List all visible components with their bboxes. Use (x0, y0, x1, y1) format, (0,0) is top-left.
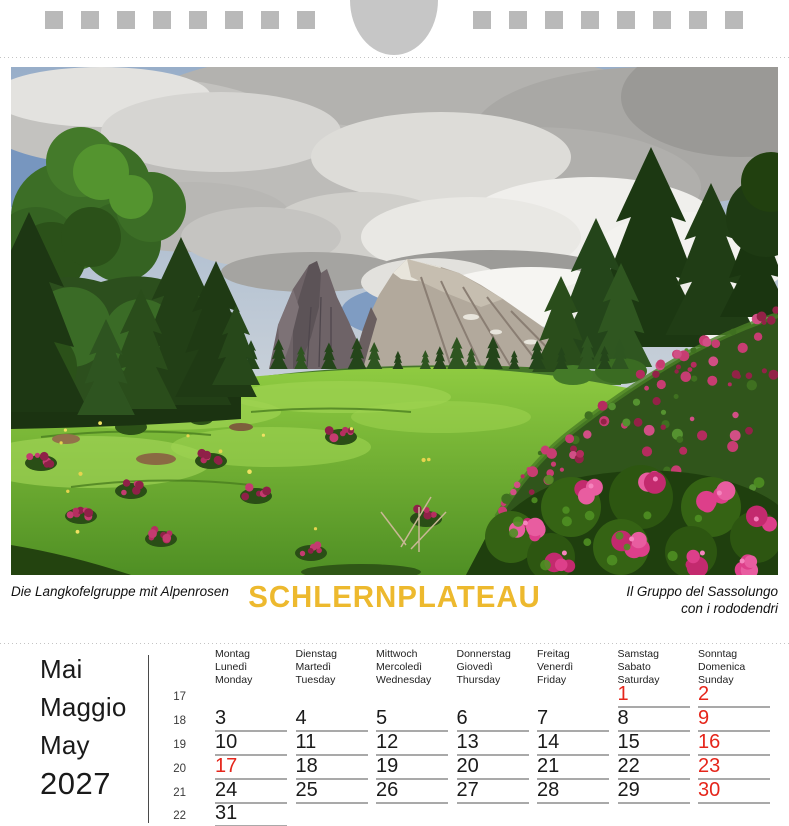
paint-dot (565, 434, 574, 443)
weekday-de: Montag (215, 648, 251, 660)
caption-italian (626, 583, 778, 617)
date-cell: 18 (296, 754, 368, 780)
paint-dot (687, 550, 700, 563)
paint-dot (163, 534, 172, 543)
binding-hole (689, 11, 707, 29)
paint-dot (203, 451, 212, 460)
paint-dot (744, 555, 757, 568)
binding-hole (617, 11, 635, 29)
paint-dot (674, 369, 678, 373)
caption-german: Die Langkofelgruppe mit Alpenrosen (11, 584, 229, 599)
paint-dot (501, 494, 511, 504)
weekday-en: Monday (215, 674, 253, 686)
paint-dot (123, 479, 130, 486)
paint-dot (607, 555, 618, 566)
binding-hole (581, 11, 599, 29)
paint-dot (247, 469, 252, 474)
weekday-it: Giovedì (456, 661, 493, 673)
paint-dot (745, 427, 753, 435)
weekday-en: Sunday (698, 674, 734, 686)
paint-dot (523, 521, 528, 526)
paint-dot (740, 559, 745, 564)
paint-dot (657, 360, 666, 369)
binding-hole (509, 11, 527, 29)
weekday-header (457, 648, 511, 687)
weekday-en: Saturday (617, 674, 660, 686)
date-cell: 9 (698, 706, 770, 732)
paint-dot (688, 367, 693, 372)
date-cell: 23 (698, 754, 770, 780)
weekday-header (537, 648, 573, 687)
paint-dot (551, 462, 556, 467)
date-cell: 20 (457, 754, 529, 780)
paint-dot (219, 449, 223, 453)
paint-dot (717, 491, 722, 496)
week-number: 18 (173, 715, 186, 727)
paint-dot (691, 376, 697, 382)
paint-dot (730, 329, 737, 336)
binding-hole (545, 11, 563, 29)
date-cell: 19 (376, 754, 448, 780)
binding-hole (473, 11, 491, 29)
paint-dot (668, 551, 678, 561)
paint-dot (636, 370, 645, 379)
paint-dot (215, 458, 222, 465)
paint-dot (661, 425, 666, 430)
weekday-it: Sabato (617, 661, 651, 673)
paint-dot (746, 372, 753, 379)
weekday-de: Sonntag (698, 648, 738, 660)
paint-dot (527, 466, 538, 477)
paint-dot (576, 450, 584, 458)
paint-dot (342, 427, 348, 433)
paint-dot (84, 508, 93, 517)
paint-dot (509, 528, 518, 537)
week-number: 19 (173, 739, 186, 751)
binding-hole (189, 11, 207, 29)
paint-dot (66, 490, 69, 493)
paint-dot (634, 418, 643, 427)
date-cell: 27 (457, 778, 529, 804)
weekday-it: Mercoledì (376, 661, 423, 673)
paint-dot (562, 506, 569, 513)
paint-dot (653, 477, 658, 482)
paint-dot (314, 527, 317, 530)
paint-dot (732, 412, 738, 418)
paint-dot (529, 489, 535, 495)
paint-dot (241, 493, 249, 501)
weekday-it: Lunedì (215, 661, 248, 673)
paint-dot (245, 483, 253, 491)
paint-dot (315, 544, 320, 549)
paint-dot (40, 452, 49, 461)
date-cell: 1 (618, 682, 690, 708)
paint-dot (695, 515, 702, 522)
paint-dot (730, 430, 741, 441)
date-cell: 30 (698, 778, 770, 804)
date-cell: 10 (215, 730, 287, 756)
binding-hole (81, 11, 99, 29)
month-name-it: Maggio (40, 692, 127, 722)
date-cell: 21 (537, 754, 609, 780)
paint-dot (762, 368, 767, 373)
paint-dot (262, 487, 271, 496)
weekday-it: Domenica (698, 661, 746, 673)
landscape-photo (11, 67, 778, 575)
paint-dot (531, 497, 537, 503)
paint-dot (560, 468, 564, 472)
paint-dot (642, 446, 652, 456)
paint-dot (676, 365, 681, 370)
week-number: 20 (173, 763, 186, 775)
paint-dot (598, 401, 608, 411)
paint-dot (712, 339, 721, 348)
paint-dot (544, 475, 554, 485)
paint-dot (98, 421, 102, 425)
paint-dot (26, 453, 33, 460)
weekday-de: Dienstag (295, 648, 337, 660)
weekday-it: Martedì (295, 661, 332, 673)
date-cell: 29 (618, 778, 690, 804)
paint-dot (589, 484, 594, 489)
weekday-de: Donnerstag (456, 648, 511, 660)
paint-dot (732, 370, 740, 378)
binding-hole (261, 11, 279, 29)
paint-dot (624, 544, 631, 551)
paint-dot (121, 490, 127, 496)
paint-dot (78, 472, 82, 476)
binding-hole (117, 11, 135, 29)
binding-hole (653, 11, 671, 29)
caption-italian-line1: Il Gruppo del Sassolungo (626, 584, 778, 599)
date-cell: 13 (457, 730, 529, 756)
month-name-de: Mai (40, 654, 83, 684)
paint-dot (585, 511, 595, 521)
perforation-line-top (0, 57, 789, 58)
paint-dot (60, 441, 63, 444)
binding-hole (45, 11, 63, 29)
paint-dot (35, 453, 40, 458)
hanger-hole (350, 0, 438, 55)
paint-dot (746, 506, 768, 528)
paint-dot (427, 458, 431, 462)
paint-dot (673, 350, 681, 358)
paint-dot (562, 551, 567, 556)
paint-dot (526, 518, 544, 536)
photo-title: SCHLERNPLATEAU (248, 579, 541, 614)
paint-dot (583, 538, 591, 546)
paint-dot (300, 551, 305, 556)
date-cell: 11 (296, 730, 368, 756)
paint-dot (44, 462, 50, 468)
week-number: 22 (173, 810, 186, 822)
date-cell: 22 (618, 754, 690, 780)
paint-dot (644, 472, 666, 494)
paint-dot (676, 436, 683, 443)
paint-dot (540, 560, 551, 571)
paint-dot (350, 427, 353, 430)
date-cell: 14 (537, 730, 609, 756)
paint-dot (76, 530, 80, 534)
date-cell: 26 (376, 778, 448, 804)
paint-dot (697, 430, 707, 440)
year-label: 2027 (40, 766, 111, 801)
paint-dot (708, 356, 718, 366)
paint-dot (514, 482, 521, 489)
date-cell: 6 (457, 706, 529, 732)
paint-dot (148, 529, 157, 538)
date-cell: 5 (376, 706, 448, 732)
date-cell: 4 (296, 706, 368, 732)
paint-dot (329, 433, 338, 442)
paint-dot (186, 434, 189, 437)
paint-dot (308, 548, 314, 554)
paint-dot (431, 512, 437, 518)
paint-dot (510, 489, 516, 495)
paint-dot (757, 312, 767, 322)
paint-dot (728, 382, 732, 386)
binding-hole (225, 11, 243, 29)
weekday-de: Freitag (537, 648, 570, 660)
paint-dot (657, 380, 666, 389)
paint-dot (643, 511, 651, 519)
date-cell: 3 (215, 706, 287, 732)
paint-dot (762, 320, 767, 325)
paint-dot (679, 447, 687, 455)
paint-dot (767, 316, 776, 325)
paint-dot (64, 429, 67, 432)
paint-dot (707, 376, 717, 386)
paint-dot (754, 333, 762, 341)
paint-dot (661, 410, 666, 415)
perforation-line-calendar (0, 643, 789, 644)
paint-dot (622, 419, 630, 427)
paint-dot (700, 551, 705, 556)
paint-dot (653, 397, 661, 405)
binding-hole (725, 11, 743, 29)
paint-dot (135, 481, 144, 490)
weekday-en: Tuesday (295, 674, 336, 686)
date-cell: 17 (215, 754, 287, 780)
date-cell: 12 (376, 730, 448, 756)
binding-holes-left (45, 11, 315, 29)
week-number: 17 (173, 691, 186, 703)
paint-dot (608, 403, 616, 411)
date-cell: 16 (698, 730, 770, 756)
date-cell: 31 (215, 801, 287, 826)
paint-dot (601, 419, 607, 425)
paint-dot (754, 477, 765, 488)
weekday-en: Wednesday (376, 674, 432, 686)
date-cell: 24 (215, 778, 287, 804)
month-name-en: May (40, 730, 90, 760)
weekday-header (296, 648, 337, 687)
date-cell: 7 (537, 706, 609, 732)
binding-hole (297, 11, 315, 29)
date-cell: 28 (537, 778, 609, 804)
paint-dot (681, 371, 692, 382)
paint-dot (696, 491, 717, 512)
paint-dot (691, 347, 697, 353)
paint-dot (754, 517, 759, 522)
weekday-it: Venerdì (537, 661, 574, 673)
paint-dot (738, 343, 748, 353)
binding-hole (153, 11, 171, 29)
paint-dot (633, 399, 640, 406)
date-cell: 25 (296, 778, 368, 804)
paint-dot (616, 532, 624, 540)
paint-dot (73, 508, 80, 515)
month-names (40, 650, 126, 764)
weekday-en: Friday (537, 674, 567, 686)
date-cell: 2 (698, 682, 770, 708)
caption-italian-line2: con i rododendri (681, 601, 778, 616)
paint-dot (702, 338, 711, 347)
paint-dot (546, 448, 557, 459)
paint-dot (555, 559, 568, 572)
paint-dot (674, 394, 679, 399)
paint-dot (413, 505, 421, 513)
paint-dot (521, 474, 525, 478)
date-cell: 8 (618, 706, 690, 732)
weekday-header (215, 648, 252, 687)
paint-dot (513, 517, 523, 527)
paint-dot (562, 516, 572, 526)
paint-dot (652, 371, 659, 378)
week-number: 21 (173, 787, 186, 799)
paint-dot (727, 441, 738, 452)
paint-dot (585, 411, 593, 419)
weekday-en: Thursday (456, 674, 501, 686)
paint-dot (644, 386, 649, 391)
date-cell: 15 (618, 730, 690, 756)
paint-dot (262, 434, 265, 437)
weekday-de: Mittwoch (376, 648, 418, 660)
paint-dot (644, 425, 655, 436)
weekday-de: Samstag (617, 648, 659, 660)
paint-dot (691, 362, 697, 368)
paint-dot (578, 488, 595, 505)
paint-dot (747, 380, 757, 390)
divider-line (148, 655, 149, 823)
paint-dot (422, 458, 426, 462)
binding-holes-right (473, 11, 743, 29)
paint-dot (583, 430, 591, 438)
paint-dot (690, 417, 695, 422)
weekday-header (376, 648, 431, 687)
paint-dot (629, 537, 634, 542)
